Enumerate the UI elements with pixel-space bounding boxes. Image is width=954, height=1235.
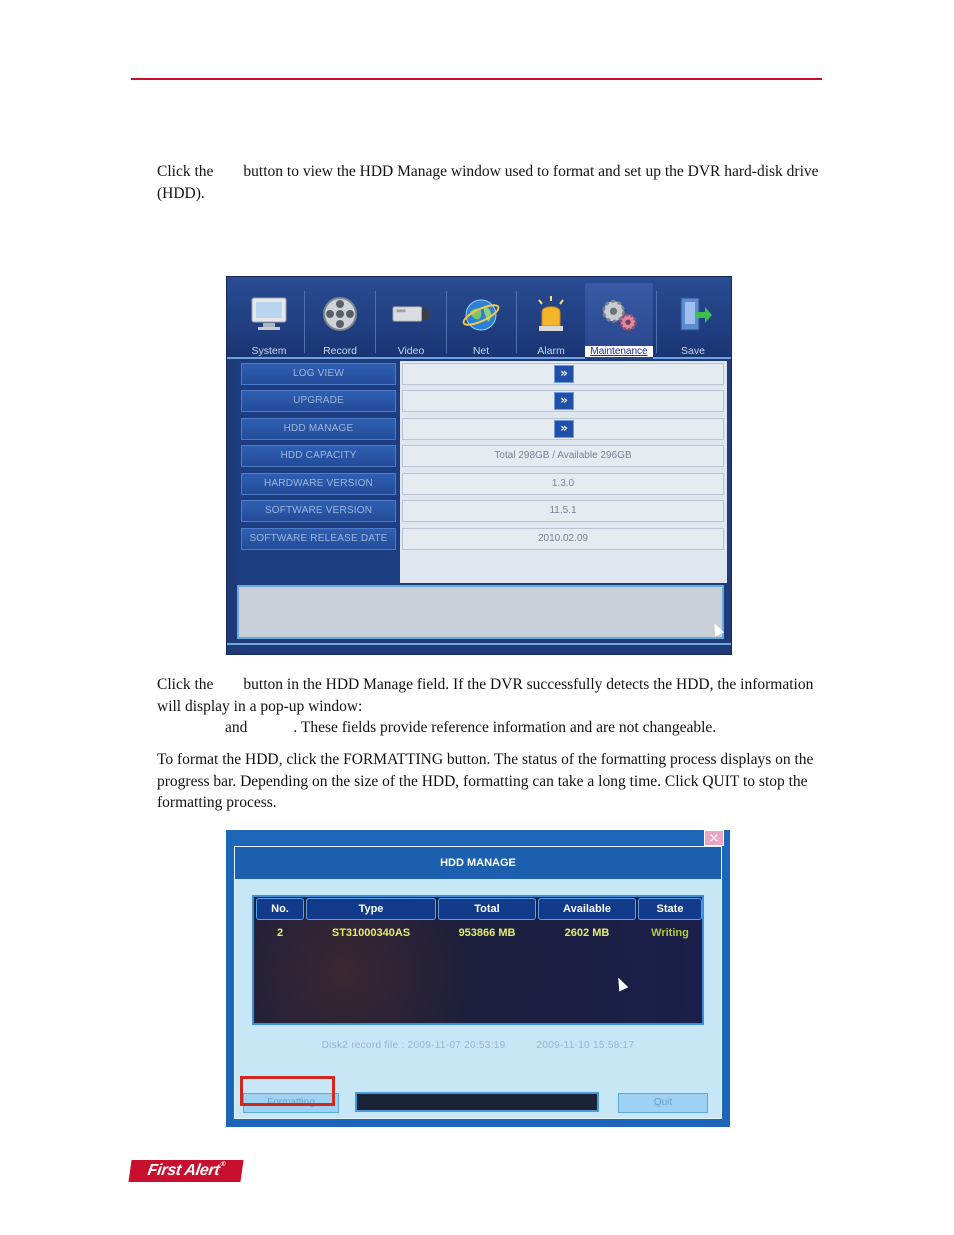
close-icon[interactable]: × (704, 830, 724, 846)
gears-icon (599, 293, 639, 335)
toolbar-item-record[interactable]: Record (306, 283, 374, 359)
upgrade-label: UPGRADE (241, 390, 396, 412)
intro-paragraph: Click the button to view the HDD Manage window used to format and set up the DVR hard-disk drive (HDD). (157, 163, 819, 202)
maintenance-screenshot (226, 276, 732, 655)
header-rule (131, 78, 822, 80)
column-header-available: Available (538, 898, 636, 920)
log-view-field (402, 363, 724, 385)
formatting-highlight-box (240, 1076, 335, 1106)
column-header-type: Type (306, 898, 436, 920)
cell-type: ST31000340AS (331, 927, 411, 939)
log-view-label: LOG VIEW (241, 363, 396, 385)
cell-state: Writing (651, 927, 689, 939)
quit-button[interactable]: Quit (618, 1093, 708, 1113)
column-header-total: Total (438, 898, 536, 920)
column-header-no: No. (256, 898, 304, 920)
hdd-manage-title: HDD MANAGE (235, 847, 721, 879)
toolbar-item-net[interactable]: Net (447, 283, 515, 359)
toolbar-item-maintenance[interactable]: Maintenance (585, 283, 653, 359)
software-release-date-label: SOFTWARE RELEASE DATE (241, 528, 396, 550)
toolbar-item-system[interactable]: System (235, 283, 303, 359)
save-arrow-icon (673, 293, 713, 335)
hdd-table (252, 895, 704, 1025)
toolbar-item-save[interactable]: Save (659, 283, 727, 359)
toolbar-item-video[interactable]: Video (377, 283, 445, 359)
software-release-date-value: 2010.02.09 (402, 528, 724, 550)
hdd-manage-label: HDD MANAGE (241, 418, 396, 440)
camera-icon (391, 293, 431, 335)
hdd-manage-paragraph: Click the button in the HDD Manage field. If the DVR successfully detects the HDD, the information will display in a pop-up window: and . These fields provide reference information and are not changeable. (157, 676, 814, 736)
hardware-version-label: HARDWARE VERSION (241, 473, 396, 495)
message-area (237, 585, 724, 639)
cell-available: 2602 MB (564, 927, 610, 939)
log-view-arrow-button[interactable]: » (554, 365, 574, 383)
hardware-version-value: 1.3.0 (402, 473, 724, 495)
first-alert-logo: First Alert® (128, 1160, 243, 1182)
upgrade-field (402, 390, 724, 412)
menu-toolbar (227, 277, 732, 359)
hdd-manage-arrow-button[interactable]: » (554, 420, 574, 438)
format-progress-bar (355, 1092, 599, 1112)
hdd-manage-field (402, 418, 724, 440)
formatting-button[interactable]: Formatting (243, 1093, 339, 1113)
column-header-state: State (638, 898, 702, 920)
software-version-label: SOFTWARE VERSION (241, 500, 396, 522)
toolbar-item-alarm[interactable]: Alarm (517, 283, 585, 359)
software-version-value: 11.5.1 (402, 500, 724, 522)
hdd-capacity-label: HDD CAPACITY (241, 445, 396, 467)
monitor-icon (249, 293, 289, 335)
mouse-cursor-icon (614, 975, 629, 991)
film-reel-icon (320, 293, 360, 335)
alarm-light-icon (531, 293, 571, 335)
globe-icon (461, 293, 501, 335)
cell-total: 953866 MB (458, 927, 516, 939)
upgrade-arrow-button[interactable]: » (554, 392, 574, 410)
disk-record-info: Disk2 record file : 2009-11-07 20:53:19 2009-11-10 15:58:17 (321, 1040, 635, 1051)
cell-no: 2 (276, 927, 284, 939)
hdd-capacity-value: Total 298GB / Available 296GB (402, 445, 724, 467)
formatting-paragraph: To format the HDD, click the FORMATTING button. The status of the formatting process displays on the progress bar. Depending on the size of the HDD, formatting can take a long time. Click QUIT to stop the formatting process. (157, 751, 814, 811)
